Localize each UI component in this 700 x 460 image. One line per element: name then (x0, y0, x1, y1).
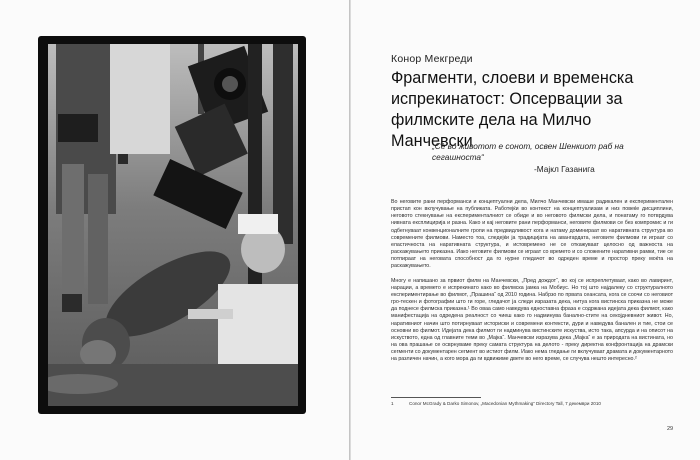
photo-illustration (48, 44, 298, 406)
footnote-rule (391, 397, 481, 398)
epigraph-source: -Мајкл Газанига (534, 164, 595, 174)
footnote-text: Conor McGrady & Darko Simonov, „Macedonian Mythmaking“ Directory Tall, 7 декември 2010 (409, 401, 601, 406)
chapter-title: Фрагменти, слоеви и временска испрекинатост: Опсервации за филмските дела на Милчо Манчевски (391, 69, 634, 150)
book-gutter (349, 0, 351, 460)
footnote-number: 1 (391, 401, 394, 406)
paragraph-1: Во неговите рани перформанси и концептуални дела, Милчо Манчевски имаше радикален и експериментален пристап кон вклучување на публиката. Работејќи во контекст на концептуализам и низ повеќе дисциплини, неговото стекнување на експерименталниот се обиде и во неговото филмски дела, и понатаму го потврдува нивната експлицирија и разна. Како и кај неговите рани перформанси, неговите филмови се без компромис и ги одбегнуваат конвенционалните гропи на предвидливост кога и натаму доминираат во наративната структура во современите филмови. Наместо тоа, следејќи ја традицијата на авангардата, неговите филмови ги играат со еластичноста на наративната структура, и истовремено не се откажуваат целосно од важноста на раскажувањето приказна. Иако неговите филмови се играат со времето и со сложените наративни рамки, тие се потпираат на неговата способност да го нурне гледачот во одреден време и простор преку моќта на раскажувањето. (391, 199, 673, 270)
footnote (391, 401, 676, 406)
epigraph-quote: „Сè во животот е сонот, освен Шенкиот раб на сегашноста“ (432, 141, 624, 162)
page-number: 29 (667, 426, 674, 432)
body-text (391, 199, 673, 370)
paragraph-2: Многу е напишано за првиот филм на Манчевски, „Пред дождот“, во кој се испреплетуваат, како во лавиринт, нарации, а времето е испрекинато како во филмска јамка на Мобиус. Но тој што најдалеку со структуралното експериментирање во филмот, „Прашина“ од 2010 година. Набрзо по првата сеансата, кога се соочи со неговиот гро-тескен и фотографии што ги горе, гледачот ја следи изразата дека, нитуа кога вистинска приказна не може да поднесе филмска приказна.¹ Во оваа само наведува едноставна фраза е содржана идејата дека филмот, како манифестација на одредена реалност со чиеш како го надминува банално-стите на секојдневниот живот. Но, наративниот начин што потирнуваат историски и современи контексти, дури и наведува банален и тие, стои се основни во филмот. Идејата дека филмот ги надминува вистинските искуства, исто така, апсурда и на описот на искуството, една од главните теми во „Мајка“. Манчевски изразува дека „Мајка“ е за природата на вистината, но на ова прашање се осврнуваме преку самата структура на делото - преку директна конфронтација на драмски сегменти со документарен сегмент во истиот филм. Иако нема гледање ги вклучуваат драмата и документарното на различен начин, а кого мора да ги вдвижиме двете во него време, се случува нешто интересно.² (391, 277, 673, 363)
film-set-photo (48, 44, 298, 406)
author-name: Конор Мекгреди (391, 53, 473, 65)
